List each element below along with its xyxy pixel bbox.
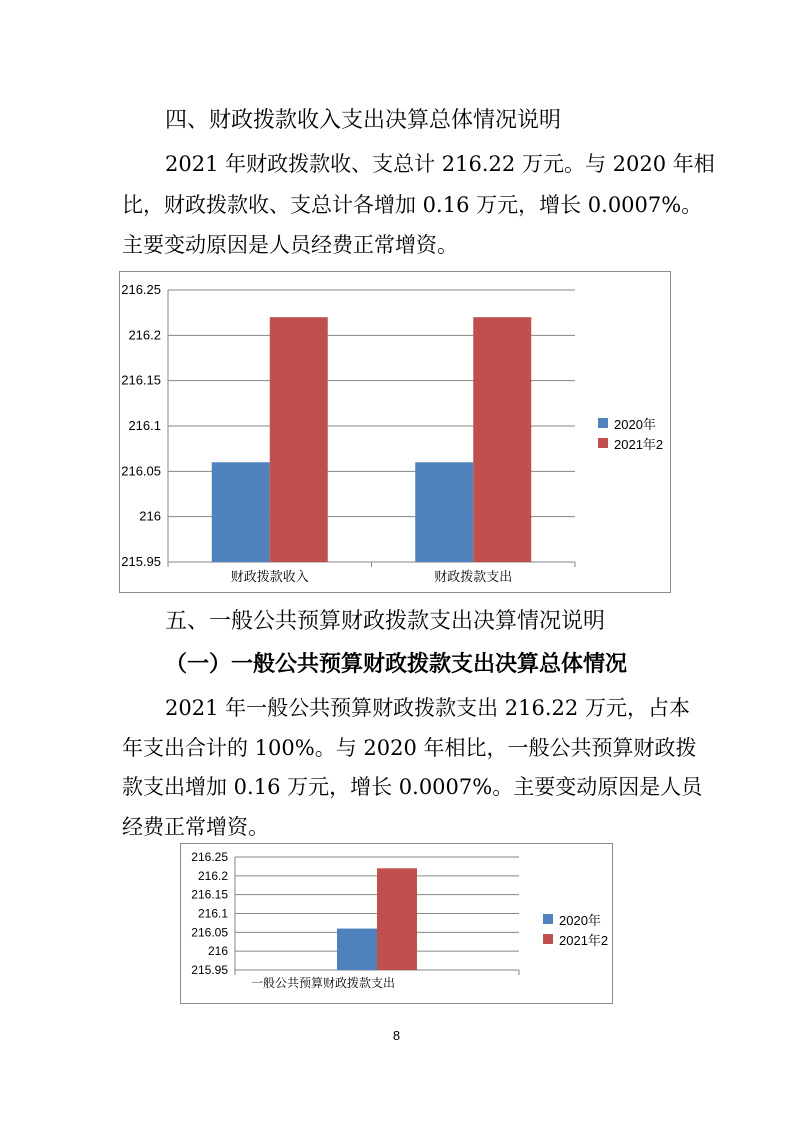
section-4-paragraph-line-2: 比，财政拨款收、支总计各增加 0.16 万元，增长 0.0007%。 xyxy=(122,193,703,217)
page-number: 8 xyxy=(392,1028,401,1043)
section-4-heading: 四、财政拨款收入支出决算总体情况说明 xyxy=(165,108,562,133)
legend-label-2020: 2020年 xyxy=(614,416,656,432)
legend-item-2021 xyxy=(598,433,663,453)
chart-1-legend xyxy=(598,413,663,453)
legend-item-2020 xyxy=(543,909,608,929)
x-category-label: 财政拨款收入 xyxy=(230,569,309,584)
y-tick-label: 216.25 xyxy=(191,850,228,864)
section-5-paragraph-line-1: 2021 年一般公共预算财政拨款支出 216.22 万元，占本 xyxy=(165,696,690,720)
legend-item-2021 xyxy=(543,929,608,949)
y-tick-label: 216.2 xyxy=(128,327,161,343)
chart-income-expense xyxy=(119,271,671,593)
section-4-paragraph-line-1: 2021 年财政拨款收、支总计 216.22 万元。与 2020 年相 xyxy=(165,152,715,176)
x-category-label: 一般公共预算财政拨款支出 xyxy=(250,976,396,990)
bar-2021 xyxy=(377,868,417,970)
legend-swatch-2021 xyxy=(543,934,553,944)
chart-general-budget-expense xyxy=(180,843,613,1004)
y-tick-label: 216.25 xyxy=(121,282,161,297)
bar-2020 xyxy=(337,929,377,970)
legend-swatch-2020 xyxy=(598,418,608,428)
bar-2020 xyxy=(415,462,473,562)
section-4-paragraph-line-3: 主要变动原因是人员经费正常增资。 xyxy=(122,233,458,257)
y-tick-label: 216.15 xyxy=(121,372,161,388)
bar-2021 xyxy=(473,317,531,562)
section-5-paragraph-line-4: 经费正常增资。 xyxy=(122,815,269,839)
y-tick-label: 216.05 xyxy=(191,925,228,940)
legend-item-2020 xyxy=(598,413,663,433)
y-tick-label: 216.2 xyxy=(197,868,228,883)
section-5-paragraph-line-2: 年支出合计的 100%。与 2020 年相比，一般公共预算财政拨 xyxy=(122,736,697,760)
legend-label-2021: 2021年2 xyxy=(559,932,609,948)
section-5-heading: 五、一般公共预算财政拨款支出决算情况说明 xyxy=(165,609,606,634)
y-tick-label: 216 xyxy=(207,944,228,959)
x-category-label: 财政拨款支出 xyxy=(434,569,513,584)
y-tick-label: 216.15 xyxy=(191,887,228,902)
y-tick-label: 216 xyxy=(139,508,161,524)
bar-2021 xyxy=(270,317,328,562)
chart-2-legend xyxy=(543,909,608,949)
legend-label-2020: 2020年 xyxy=(559,912,601,928)
section-5-subheading: （一）一般公共预算财政拨款支出决算总体情况 xyxy=(165,652,628,677)
y-tick-label: 216.05 xyxy=(121,463,161,479)
legend-swatch-2020 xyxy=(543,914,553,924)
bar-2020 xyxy=(212,462,270,562)
legend-swatch-2021 xyxy=(598,438,608,448)
y-tick-label: 215.95 xyxy=(191,963,228,977)
y-tick-label: 216.1 xyxy=(197,906,228,921)
legend-label-2021: 2021年2 xyxy=(614,436,664,452)
y-tick-label: 215.95 xyxy=(121,554,161,569)
section-5-paragraph-line-3: 款支出增加 0.16 万元，增长 0.0007%。主要变动原因是人员 xyxy=(122,775,703,799)
chart-1-svg xyxy=(120,272,672,594)
y-tick-label: 216.1 xyxy=(128,418,161,433)
